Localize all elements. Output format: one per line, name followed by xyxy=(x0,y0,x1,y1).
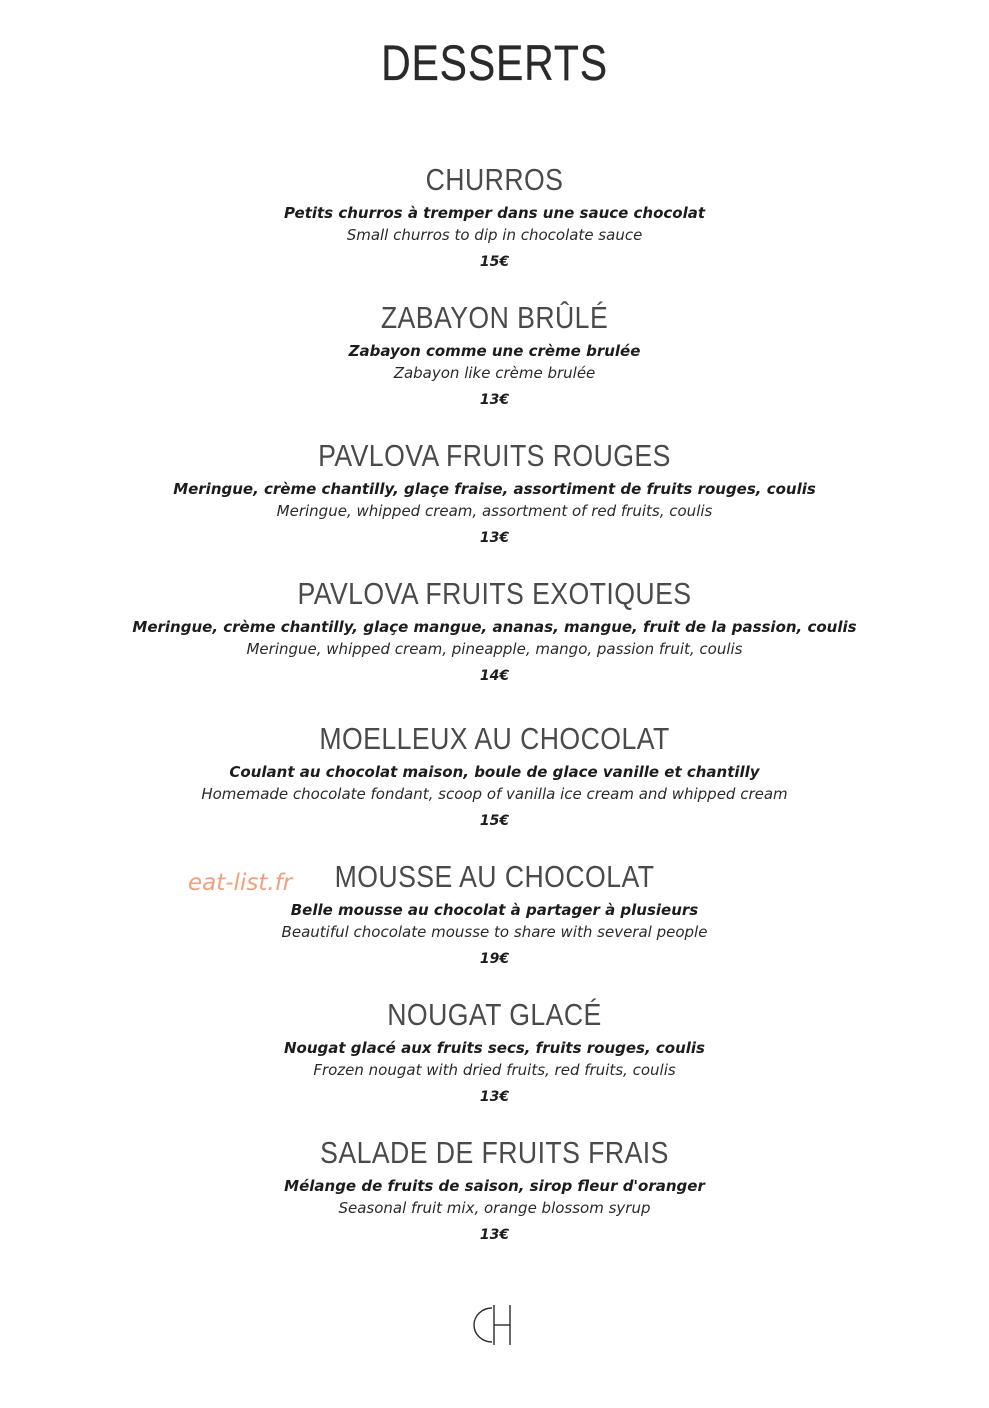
item-description-en: Meringue, whipped cream, assortment of red fruits, coulis xyxy=(276,502,713,520)
item-name: NOUGAT GLACÉ xyxy=(387,997,602,1032)
monogram-logo-icon xyxy=(462,1300,526,1350)
item-price: 13€ xyxy=(479,392,510,408)
item-name: PAVLOVA FRUITS EXOTIQUES xyxy=(297,576,692,611)
item-description-en: Homemade chocolate fondant, scoop of vanilla ice cream and whipped cream xyxy=(201,785,788,803)
menu-item-pavlova-fruits-rouges xyxy=(0,436,989,566)
item-description-en: Seasonal fruit mix, orange blossom syrup xyxy=(338,1199,651,1217)
item-description-fr: Zabayon comme une crème brulée xyxy=(348,342,641,360)
item-price: 15€ xyxy=(479,813,510,829)
item-description-en: Zabayon like crème brulée xyxy=(393,364,596,382)
item-description-en: Meringue, whipped cream, pineapple, mango, passion fruit, coulis xyxy=(246,640,743,658)
item-price: 15€ xyxy=(479,254,510,270)
menu-item-zabayon-brule xyxy=(0,298,989,428)
item-description-fr: Meringue, crème chantilly, glaçe fraise, assortiment de fruits rouges, coulis xyxy=(173,480,816,498)
item-description-fr: Mélange de fruits de saison, sirop fleur d'oranger xyxy=(284,1177,705,1195)
menu-item-churros xyxy=(0,160,989,290)
item-name: ZABAYON BRÛLÉ xyxy=(380,300,609,335)
item-name: PAVLOVA FRUITS ROUGES xyxy=(318,438,671,473)
item-price: 19€ xyxy=(479,951,510,967)
monogram-logo-icon xyxy=(462,1300,526,1350)
item-description-fr: Coulant au chocolat maison, boule de glace vanille et chantilly xyxy=(229,763,760,781)
menu-item-nougat-glace xyxy=(0,995,989,1125)
item-description-fr: Meringue, crème chantilly, glaçe mangue, ananas, mangue, fruit de la passion, coulis xyxy=(132,618,857,636)
item-price: 13€ xyxy=(479,1227,510,1243)
item-price: 14€ xyxy=(479,668,510,684)
item-description-en: Beautiful chocolate mousse to share with several people xyxy=(281,923,708,941)
item-price: 13€ xyxy=(479,1089,510,1105)
menu-item-moelleux-au-chocolat xyxy=(0,719,989,849)
item-description-en: Small churros to dip in chocolate sauce xyxy=(346,226,643,244)
menu-item-pavlova-fruits-exotiques xyxy=(0,574,989,704)
item-description-fr: Petits churros à tremper dans une sauce chocolat xyxy=(283,204,706,222)
item-price: 13€ xyxy=(479,530,510,546)
watermark-text: eat-list.fr xyxy=(188,870,293,896)
page-title: DESSERTS xyxy=(381,35,608,91)
item-name: MOUSSE AU CHOCOLAT xyxy=(334,859,655,894)
item-name: MOELLEUX AU CHOCOLAT xyxy=(319,721,670,756)
item-name: SALADE DE FRUITS FRAIS xyxy=(320,1135,669,1170)
item-description-fr: Belle mousse au chocolat à partager à plusieurs xyxy=(290,901,699,919)
item-name: CHURROS xyxy=(425,162,564,197)
menu-item-salade-de-fruits-frais xyxy=(0,1133,989,1263)
menu-item-mousse-au-chocolat xyxy=(0,857,989,987)
item-description-en: Frozen nougat with dried fruits, red fruits, coulis xyxy=(313,1061,676,1079)
item-description-fr: Nougat glacé aux fruits secs, fruits rouges, coulis xyxy=(284,1039,705,1057)
